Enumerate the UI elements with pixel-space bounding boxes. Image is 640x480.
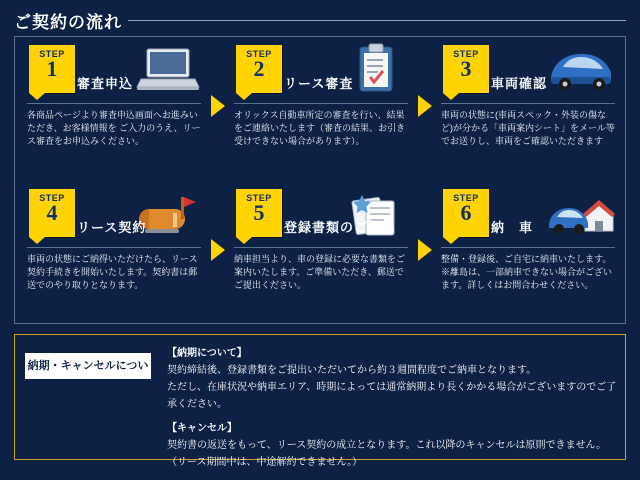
cancel-line-1: 契約書の返送をもって、リース契約の成立となります。これ以降のキャンセルは原則できません。 [167,440,607,451]
step-badge-2 [236,45,282,93]
delivery-line-2: ただし、在庫状況や納車エリア、時期によっては通常納期より長くかかる場合がございますのでご了承ください。 [167,382,617,410]
step-badge-number-4: 4 [46,200,58,225]
notes-panel [14,334,626,468]
step-title-1: 審査申込 [77,76,134,91]
step-badge-word-6: STEP [453,193,479,203]
step-badge-word-1: STEP [39,49,65,59]
step-title-6: 納 車 [491,220,534,235]
step-badge-number-1: 1 [46,56,58,81]
step-body-5: 納車担当より、車の登録に必要な書類をご案内いたします。ご準備いただき、郵送でご提出ください。 [234,247,408,292]
notes-body [167,345,617,471]
step-badge-5 [236,189,282,237]
flow-arrow-1 [211,95,225,117]
step-title-4: リース契約 [77,220,147,235]
step-body-3: 車両の状態に(車両スペック・外装の傷など)が分かる「車両案内シート」をメール等でお送りし、車両をご確認いただきます [441,103,615,148]
step-badge-word-4: STEP [39,193,65,203]
step-card-2 [228,43,414,167]
step-body-2: オリックス自動車所定の審査を行い、結果をご連絡いたします（審査の結果、お引き受けできない場合があります）。 [234,103,408,148]
step-body-4: 車両の状態にご納得いただけたら、リース契約手続きを開始いたします。契約書は郵送でのやり取りとなります。 [27,247,201,292]
step-badge-1 [29,45,75,93]
step-badge-word-3: STEP [453,49,479,59]
step-title-3: 車両確認 [491,76,548,91]
delivery-line-1: 契約締結後、登録書類をご提出いただいてから約３週間程度でご納車となります。 [167,365,537,376]
step-card-1 [21,43,207,167]
title-divider [128,20,626,21]
step-card-4 [21,187,207,311]
step-card-5 [228,187,414,311]
step-badge-6 [443,189,489,237]
step-badge-number-5: 5 [253,200,265,225]
cancel-line-2: （リース期間中は、中途解約できません。） [167,457,363,468]
step-badge-word-2: STEP [246,49,272,59]
flow-arrow-2 [418,95,432,117]
step-badge-3 [443,45,489,93]
notes-label: 納期・キャンセルについて [25,353,151,379]
step-card-3 [435,43,621,167]
page-title: ご契約の流れ [14,13,122,32]
step-badge-word-5: STEP [246,193,272,203]
steps-panel [14,36,626,324]
flow-arrow-4 [418,239,432,261]
delivery-heading: 【納期について】 [167,348,247,359]
step-badge-number-3: 3 [460,56,472,81]
step-card-6 [435,187,621,311]
step-body-1: 各商品ページより審査申込画面へお進みいただき、お客様情報を ご入力のうえ、リース審査をお申込みください。 [27,103,201,148]
flow-arrow-3 [211,239,225,261]
step-title-5: 登録書類のご提出 [284,220,397,235]
step-body-6: 整備・登録後、ご自宅に納車いたします。※離島は、一部納車できない場合がございます。詳しくはお問合わせください。 [441,247,615,292]
cancel-heading: 【キャンセル】 [167,423,237,434]
step-badge-4 [29,189,75,237]
step-badge-number-6: 6 [460,200,472,225]
step-title-2: リース審査 [284,76,354,91]
step-badge-number-2: 2 [253,56,265,81]
